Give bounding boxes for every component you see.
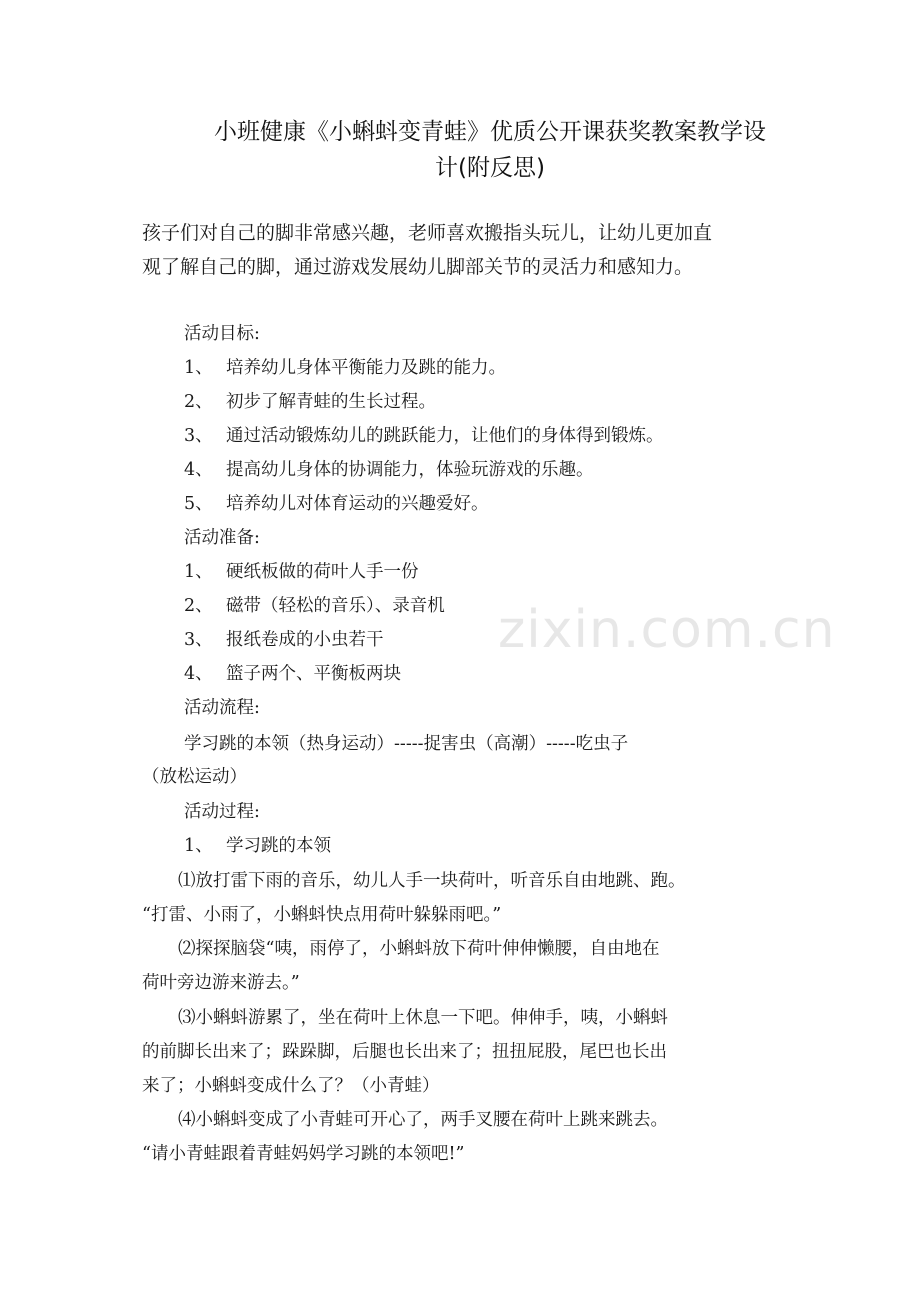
goal-text: 初步了解青蛙的生长过程。 — [226, 392, 436, 412]
prep-item — [184, 592, 445, 617]
goal-text: 培养幼儿对体育运动的兴趣爱好。 — [226, 494, 489, 514]
goal-item — [184, 388, 436, 413]
step-text: 学习跳的本领 — [226, 836, 331, 856]
intro-line-1: 孩子们对自己的脚非常感兴趣，老师喜欢搬指头玩儿，让幼儿更加直 — [142, 222, 713, 244]
prep-number: 3、 — [184, 630, 213, 650]
prep-text: 硬纸板做的荷叶人手一份 — [226, 562, 419, 582]
goals-heading: 活动目标: — [184, 324, 260, 344]
goal-number: 5、 — [184, 494, 213, 514]
document-title — [150, 114, 830, 186]
goal-number: 4、 — [184, 460, 213, 480]
step-number: 1、 — [184, 836, 213, 856]
flow-line-2: （放松运动） — [142, 767, 247, 787]
prep-number: 2、 — [184, 596, 213, 616]
process-heading: 活动过程: — [184, 802, 260, 822]
process-paragraph-1-line-2: “打雷、小雨了，小蝌蚪快点用荷叶躲躲雨吧。” — [142, 905, 502, 925]
goal-number: 3、 — [184, 426, 213, 446]
goal-text: 提高幼儿身体的协调能力，体验玩游戏的乐趣。 — [226, 460, 594, 480]
title-line-1: 小班健康《小蝌蚪变青蛙》优质公开课获奖教案教学设 — [214, 119, 766, 145]
process-paragraph-3-line-2: 的前脚长出来了；跺跺脚，后腿也长出来了；扭扭屁股，尾巴也长出 — [142, 1042, 667, 1062]
prep-item — [184, 626, 384, 651]
intro-line-2: 观了解自己的脚，通过游戏发展幼儿脚部关节的灵活力和感知力。 — [142, 256, 694, 278]
process-step — [184, 832, 331, 857]
goal-number: 1、 — [184, 358, 213, 378]
prep-text: 磁带（轻松的音乐）、录音机 — [226, 596, 445, 616]
prep-item — [184, 660, 401, 685]
goal-text: 通过活动锻炼幼儿的跳跃能力，让他们的身体得到锻炼。 — [226, 426, 664, 446]
goal-item — [184, 422, 664, 447]
prep-text: 报纸卷成的小虫若干 — [226, 630, 384, 650]
goal-item — [184, 456, 594, 481]
goal-text: 培养幼儿身体平衡能力及跳的能力。 — [226, 358, 506, 378]
flow-heading: 活动流程: — [184, 698, 260, 718]
intro-paragraph — [142, 216, 792, 284]
goal-item — [184, 354, 506, 379]
watermark: zixin.com.cn — [498, 600, 836, 660]
process-paragraph-2-line-2: 荷叶旁边游来游去。” — [142, 973, 300, 993]
prep-text: 篮子两个、平衡板两块 — [226, 664, 401, 684]
goal-item — [184, 490, 489, 515]
process-paragraph-2-line-1: ⑵探探脑袋“咦，雨停了，小蝌蚪放下荷叶伸伸懒腰，自由地在 — [178, 939, 660, 959]
flow-line-1: 学习跳的本领（热身运动）-----捉害虫（高潮）-----吃虫子 — [184, 734, 629, 754]
prep-number: 1、 — [184, 562, 213, 582]
process-paragraph-4-line-2: “请小青蛙跟着青蛙妈妈学习跳的本领吧!” — [142, 1144, 465, 1164]
process-paragraph-3-line-1: ⑶小蝌蚪游累了，坐在荷叶上休息一下吧。伸伸手，咦，小蝌蚪 — [178, 1008, 668, 1028]
prep-number: 4、 — [184, 664, 213, 684]
process-paragraph-3-line-3: 来了；小蝌蚪变成什么了？（小青蛙） — [142, 1076, 440, 1096]
prep-item — [184, 558, 419, 583]
process-paragraph-4-line-1: ⑷小蝌蚪变成了小青蛙可开心了，两手叉腰在荷叶上跳来跳去。 — [178, 1110, 668, 1130]
prep-heading: 活动准备: — [184, 528, 260, 548]
process-paragraph-1-line-1: ⑴放打雷下雨的音乐，幼儿人手一块荷叶，听音乐自由地跳、跑。 — [178, 871, 686, 891]
goal-number: 2、 — [184, 392, 213, 412]
title-line-2: 计(附反思) — [435, 155, 545, 181]
